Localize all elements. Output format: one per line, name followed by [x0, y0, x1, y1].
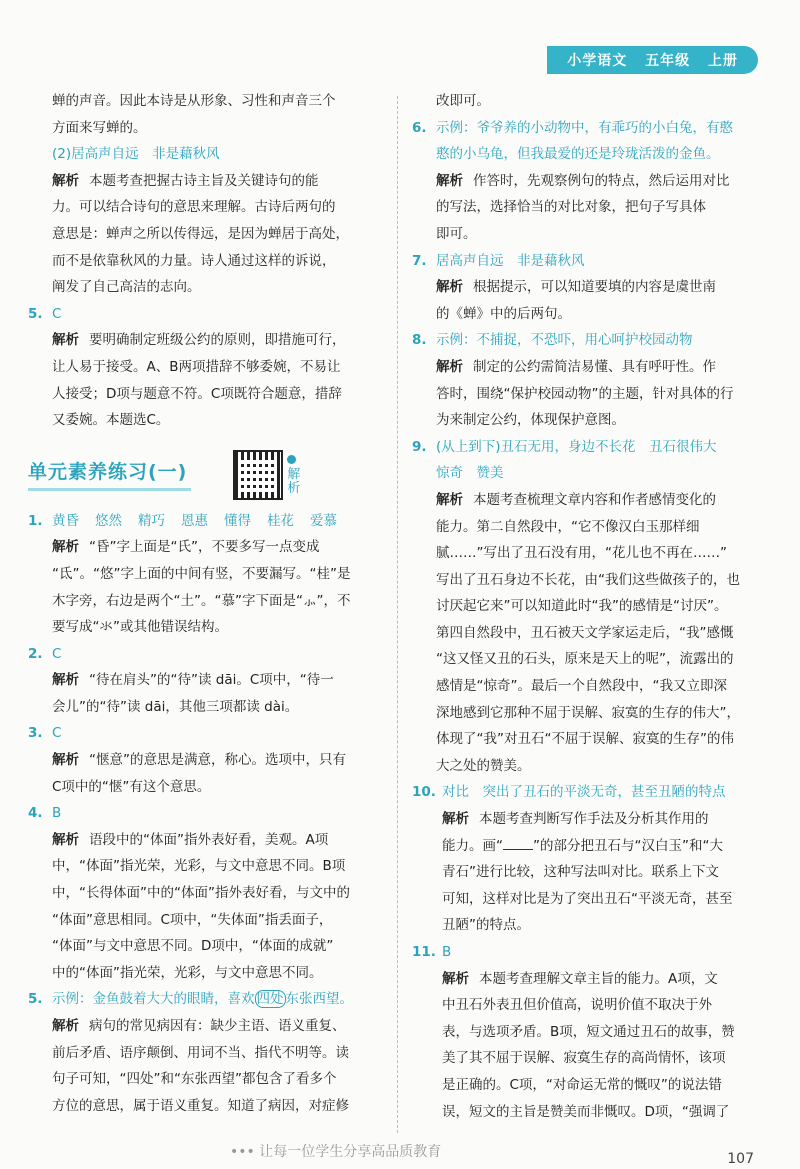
- text-line: “体面”与文中意思不同。D项中，“体面的成就”: [52, 938, 334, 955]
- text-line: 句子可知，“四处”和“东张西望”都包含了看多个: [52, 1071, 337, 1088]
- text-line: 方位的意思，属于语义重复。知道了病因，对症修: [52, 1097, 349, 1114]
- text-line: 意思是：蝉声之所以传得远，是因为蝉居于高处，: [52, 225, 349, 242]
- text-line: 大之处的赞美。: [436, 757, 531, 774]
- section-title: 单元素养练习(一): [28, 459, 191, 491]
- text-line: 是正确的。C项，“对命运无常的慨叹”的说法错: [442, 1076, 722, 1093]
- analysis-label: 解析: [442, 970, 469, 987]
- text-line: 的《蝉》中的后两句。: [436, 305, 571, 322]
- grade-label: 五年级: [645, 53, 691, 69]
- page-number: 107: [727, 1151, 754, 1167]
- text-line: C项中的“惬”有这个意思。: [52, 778, 211, 795]
- text-line: 写出了丑石身边不长花，由“我们这些做孩子的，也: [436, 571, 740, 588]
- text-line: “这又怪又丑的石头，原来是天上的呢”，流露出的: [436, 651, 734, 668]
- text-line: 力。可以结合诗句的意思来理解。古诗后两句的: [52, 199, 336, 216]
- analysis-label: 解析: [52, 672, 79, 689]
- text-line: 又委婉。本题选C。: [52, 412, 170, 429]
- circled-word: 四处: [256, 991, 284, 1008]
- text-line: 美了其不屈于误解、寂寞生存的高尚情怀，该项: [442, 1050, 726, 1067]
- subject-label: 小学语文: [567, 53, 628, 69]
- analysis-line: 解析 本题考查把握古诗主旨及关键诗句的能: [52, 172, 319, 189]
- text-line: 讨厌起它来”可以知道此时“我”的感情是“讨厌”。: [436, 598, 728, 615]
- text-line: 而不是依靠秋风的力量。诗人通过这样的诉说，: [52, 252, 336, 269]
- text-line: 让人易于接受。A、B两项措辞不够委婉，不易让: [52, 358, 341, 375]
- answer-3: 3. C: [28, 725, 62, 742]
- text-line: 表，与选项矛盾。B项，短文通过丑石的故事，赞: [442, 1023, 735, 1040]
- underline-blank: [503, 835, 533, 850]
- text-line: 前后矛盾、语序颠倒、用词不当、指代不明等。读: [52, 1044, 349, 1061]
- text-line: 可知，这样对比是为了突出丑石“平淡无奇，甚至: [442, 890, 733, 907]
- answer-line: 憨的小乌龟，但我最爱的还是玲珑活泼的金鱼。: [436, 146, 720, 163]
- text-line: 第四自然段中，丑石被天文学家运走后，“我”感慨: [436, 624, 734, 641]
- text-line: 中的“体面”指光荣，光彩，与文中意思不同。: [52, 964, 323, 981]
- text-line: 中，“体面”指光荣，光彩，与文中意思不同。B项: [52, 858, 346, 875]
- question-6: 6. 示例：爷爷养的小动物中，有乖巧的小白兔，有憨: [412, 119, 733, 136]
- play-icon: [287, 455, 296, 464]
- text-line: 的写法，选择恰当的对比对象，把句子写具体: [436, 199, 706, 216]
- analysis-label: 解析: [436, 491, 463, 508]
- text-line: 腻……”写出了丑石没有用，“花儿也不再在……”: [436, 545, 727, 562]
- text-line: 深地感到它那种不屈于误解、寂寞的生存的伟大”，: [436, 704, 740, 721]
- question-9: 9. (从上到下)丑石无用，身边不长花 丑石很伟大: [412, 438, 717, 455]
- text-line: 为来制定公约，体现保护意图。: [436, 412, 625, 429]
- text-line: 要写成“氺”或其他错误结构。: [52, 619, 228, 636]
- analysis-line: 解析 要明确制定班级公约的原则，即措施可行，: [52, 332, 346, 349]
- text-line: 改即可。: [436, 93, 490, 109]
- analysis-label: 解析: [52, 1018, 79, 1034]
- volume-label: 上册: [708, 53, 738, 69]
- left-column: 蝉的声音。因此本诗是从形象、习性和声音三个 方面来写蝉的。 (2)居高声自远 非是藉秋风 解析 本题考查把握古诗主旨及关键诗句的能 力。可以结合诗句的意思来理解。古诗后两句的 意思是：蝉声之所以传得远，是因为蝉居于高处， 而不是依靠秋风的力量。诗人通过这样的诉说， 阐发了自己高洁的志向。 5. C 解析 要明确制定班级公约的原则，即措施可行， 让人易于接受。A、B两项措辞不够委婉，不易让 人接受；D项与题意不符。C项既符合题意，措辞 又委婉。本题选C。 单元素养练习(一) 解 析 1. 黄昏 悠然 精巧 恩惠 懂得 桂花 爱慕 解析 “昏”字上面是“氏”，不要多写一点变成 “氐”。“悠”字上面的中间有竖，不要漏写。“桂”是 木字旁，右边是两个“土”。“慕”字下面是“⺗”，不 要写成“氺”或其他错误结构。 2. C 解析 “待在肩头”的“待”读 dāi。C项中，“待一 会儿”的“待”读 dāi，其他三项都读 dài。 3. C 解析 “惬意”的意思是满意，称心。选项中，只有 C项中的“惬”有这个意思。 4. B 解析 语段中的“体面”指外表好看，美观。A项 中，“体面”指光荣，光彩，与文中意思不同。B项 中，“长得体面”中的“体面”指外表好看，与文中的 “体面”意思相同。C项中，“失体面”指丢面子， “体面”与文中意思不同。D项中，“体面的成就” 中的“体面”指光荣，光彩，与文中意思不同。 5. 示例：金鱼鼓着大大的眼睛，喜欢 四处 东张西望。 解析 病句的常见病因有：缺少主语、语义重复、 前后矛盾、语序颠倒、用词不当、指代不明等。读 句子可知，“四处”和“东张西望”都包含了看多个 方位的意思，属于语义重复。知道了病因，对症修: [28, 88, 382, 1119]
- analysis-label: 解析: [436, 279, 463, 296]
- answer-line: (2)居高声自远 非是藉秋风: [52, 146, 220, 163]
- text-line: 方面来写蝉的。: [52, 119, 147, 136]
- answer-2: 2. C: [28, 645, 62, 662]
- answer-5: 5. 示例：金鱼鼓着大大的眼睛，喜欢 四处 东张西望。: [28, 991, 353, 1008]
- text-line: “体面”意思相同。C项中，“失体面”指丢面子，: [52, 911, 333, 928]
- answer-1: 1. 黄昏 悠然 精巧 恩惠 懂得 桂花 爱慕: [28, 508, 382, 535]
- right-column: 改即可。 6. 示例：爷爷养的小动物中，有乖巧的小白兔，有憨 憨的小乌龟，但我最爱的还是玲珑活泼的金鱼。 解析 作答时，先观察例句的特点，然后运用对比 的写法，选择恰当的对比对象，把句子写具体 即可。 7. 居高声自远 非是藉秋风 解析 根据提示，可以知道要填的内容是虞世南 的《蝉》中的后两句。 8. 示例：不捕捉，不恐吓，用心呵护校园动物 解析 制定的公约需简洁易懂、具有呼吁性。作 答时，围绕“保护校园动物”的主题，针对具体的行 为来制定公约，体现保护意图。 9. (从上到下)丑石无用，身边不长花 丑石很伟大 惊奇 赞美 解析 本题考查梳理文章内容和作者感情变化的 能力。第二自然段中，“它不像汉白玉那样细 腻……”写出了丑石没有用，“花儿也不再在……” 写出了丑石身边不长花，由“我们这些做孩子的，也 讨厌起它来”可以知道此时“我”的感情是“讨厌”。 第四自然段中，丑石被天文学家运走后，“我”感慨 “这又怪又丑的石头，原来是天上的呢”，流露出的 感情是“惊奇”。最后一个自然段中，“我又立即深 深地感到它那种不屈于误解、寂寞的生存的伟大”， 体现了“我”对丑石“不屈于误解、寂寞的生存”的伟 大之处的赞美。 10. 对比 突出了丑石的平淡无奇，甚至丑陋的特点 解析 本题考查判断写作手法及分析其作用的 能力。画“ ”的部分把丑石与“汉白玉”和“大 青石”进行比较，这种写法叫对比。联系上下文 可知，这样对比是为了突出丑石“平淡无奇，甚至 丑陋”的特点。 11. B 解析 本题考查理解文章主旨的能力。A项，文 中丑石外表丑但价值高，说明价值不取决于外 表，与选项矛盾。B项，短文通过丑石的故事，赞 美了其不屈于误解、寂寞生存的高尚情怀，该项 是正确的。C项，“对命运无常的慨叹”的说法错 误，短文的主旨是赞美而非慨叹。D项，“强调了: [412, 88, 762, 1125]
- analysis-label: 解析: [52, 539, 79, 556]
- text-line: 人接受；D项与题意不符。C项既符合题意，措辞: [52, 385, 342, 402]
- question-7: 7. 居高声自远 非是藉秋风: [412, 252, 585, 269]
- question-11: 11. B: [412, 944, 452, 960]
- text-line: 蝉的声音。因此本诗是从形象、习性和声音三个: [52, 93, 336, 109]
- analysis-video-link[interactable]: 解 析: [287, 454, 300, 496]
- text-line: 中丑石外表丑但价值高，说明价值不取决于外: [442, 997, 712, 1014]
- text-line: 阐发了自己高洁的志向。: [52, 279, 201, 296]
- text-line: 中，“长得体面”中的“体面”指外表好看，与文中的: [52, 885, 350, 902]
- analysis-label: 解析: [52, 752, 79, 769]
- column-divider: [397, 96, 398, 1133]
- analysis-label: 解析: [442, 811, 469, 828]
- question-5: 5. C: [28, 305, 62, 322]
- answer-line: 惊奇 赞美: [436, 465, 504, 482]
- analysis-label: 解析: [436, 358, 463, 375]
- question-8: 8. 示例：不捕捉，不恐吓，用心呵护校园动物: [412, 332, 693, 349]
- header-tag: [547, 46, 758, 74]
- answer-4: 4. B: [28, 805, 62, 822]
- text-line: 会儿”的“待”读 dāi，其他三项都读 dài。: [52, 698, 299, 715]
- word-list: 黄昏 悠然 精巧 恩惠 懂得 桂花 爱慕: [52, 512, 337, 529]
- text-line: 能力。第二自然段中，“它不像汉白玉那样细: [436, 518, 700, 535]
- analysis-label: 解析: [52, 831, 79, 848]
- footer-slogan: ••• 让每一位学生分享高品质教育: [230, 1144, 442, 1160]
- text-line: 青石”进行比较，这种写法叫对比。联系上下文: [442, 864, 719, 881]
- text-line: 即可。: [436, 225, 477, 242]
- text-line: “氐”。“悠”字上面的中间有竖，不要漏写。“桂”是: [52, 565, 351, 582]
- text-line: 答时，围绕“保护校园动物”的主题，针对具体的行: [436, 385, 734, 402]
- question-10: 10. 对比 突出了丑石的平淡无奇，甚至丑陋的特点: [412, 784, 726, 801]
- text-line: 误，短文的主旨是赞美而非慨叹。D项，“强调了: [442, 1103, 730, 1120]
- text-line: 木字旁，右边是两个“土”。“慕”字下面是“⺗”，不: [52, 592, 351, 609]
- text-line: 感情是“惊奇”。最后一个自然段中，“我又立即深: [436, 678, 727, 695]
- text-line: 丑陋”的特点。: [442, 917, 530, 934]
- analysis-label: 解析: [436, 172, 463, 189]
- section-header: [28, 448, 382, 502]
- analysis-label: 解析: [52, 172, 79, 189]
- text-line: 体现了“我”对丑石“不屈于误解、寂寞的生存”的伟: [436, 731, 734, 748]
- qr-code-icon[interactable]: [233, 450, 283, 500]
